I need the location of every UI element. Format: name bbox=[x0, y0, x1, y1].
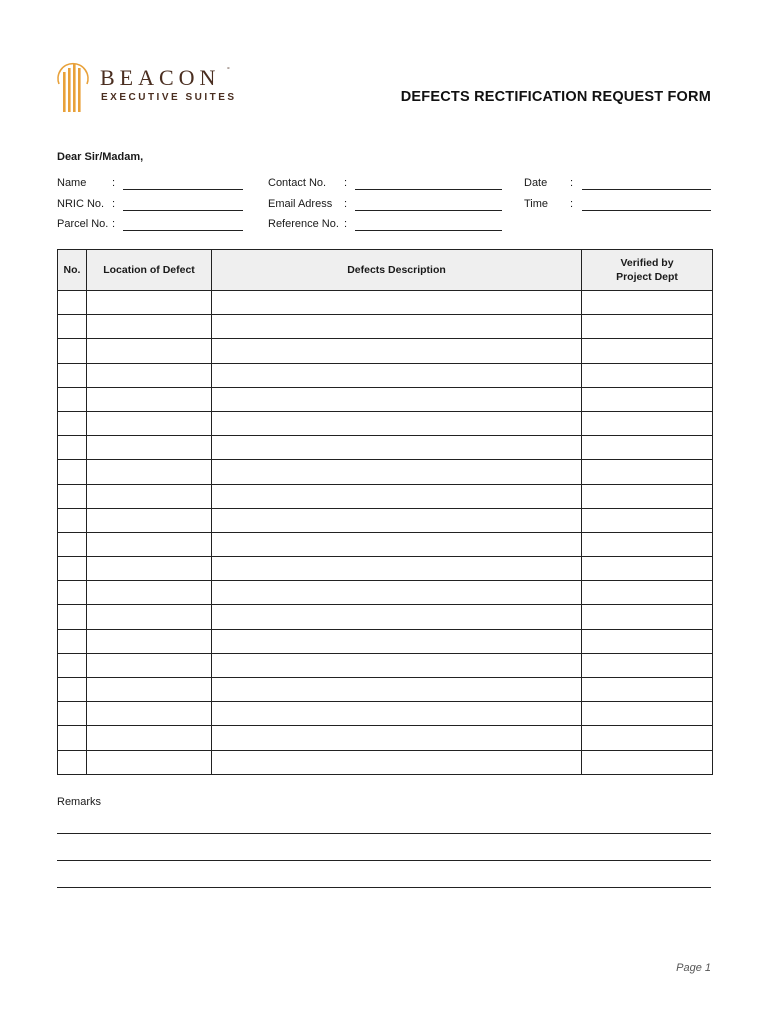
reference-label: Reference No. bbox=[268, 218, 339, 230]
cell-no[interactable] bbox=[58, 678, 87, 702]
cell-description[interactable] bbox=[212, 363, 582, 387]
table-header-row bbox=[58, 250, 713, 291]
cell-verified[interactable] bbox=[582, 557, 713, 581]
time-input-line[interactable] bbox=[582, 210, 711, 211]
cell-verified[interactable] bbox=[582, 387, 713, 411]
name-field bbox=[57, 177, 244, 191]
name-label: Name bbox=[57, 177, 87, 189]
nric-input-line[interactable] bbox=[123, 210, 243, 211]
nric-field bbox=[57, 198, 244, 212]
form-title: DEFECTS RECTIFICATION REQUEST FORM bbox=[400, 89, 711, 105]
table-row bbox=[58, 726, 713, 750]
cell-description[interactable] bbox=[212, 750, 582, 774]
email-label: Email Adress bbox=[268, 198, 333, 210]
table-row bbox=[58, 291, 713, 315]
defects-table bbox=[57, 249, 713, 775]
cell-no[interactable] bbox=[58, 339, 87, 363]
header-no: No. bbox=[58, 250, 87, 291]
parcel-input-line[interactable] bbox=[123, 230, 243, 231]
cell-location[interactable] bbox=[87, 315, 212, 339]
page-number: Page 1 bbox=[676, 962, 711, 974]
cell-verified[interactable] bbox=[582, 460, 713, 484]
table-row bbox=[58, 363, 713, 387]
cell-location[interactable] bbox=[87, 750, 212, 774]
cell-verified[interactable] bbox=[582, 484, 713, 508]
table-row bbox=[58, 557, 713, 581]
date-field bbox=[524, 177, 712, 191]
cell-description[interactable] bbox=[212, 678, 582, 702]
contact-colon: : bbox=[344, 177, 348, 189]
brand-name: BEACON bbox=[100, 65, 221, 90]
table-row bbox=[58, 532, 713, 556]
cell-location[interactable] bbox=[87, 363, 212, 387]
remark-line-1[interactable] bbox=[57, 833, 711, 834]
table-row bbox=[58, 387, 713, 411]
cell-description[interactable] bbox=[212, 387, 582, 411]
table-row bbox=[58, 339, 713, 363]
nric-label: NRIC No. bbox=[57, 198, 105, 210]
cell-no[interactable] bbox=[58, 581, 87, 605]
cell-no[interactable] bbox=[58, 411, 87, 435]
cell-location[interactable] bbox=[87, 532, 212, 556]
cell-verified[interactable] bbox=[582, 363, 713, 387]
cell-verified[interactable] bbox=[582, 605, 713, 629]
cell-no[interactable] bbox=[58, 363, 87, 387]
email-input-line[interactable] bbox=[355, 210, 502, 211]
cell-verified[interactable] bbox=[582, 702, 713, 726]
cell-no[interactable] bbox=[58, 484, 87, 508]
cell-location[interactable] bbox=[87, 678, 212, 702]
cell-description[interactable] bbox=[212, 411, 582, 435]
cell-no[interactable] bbox=[58, 460, 87, 484]
cell-no[interactable] bbox=[58, 726, 87, 750]
cell-description[interactable] bbox=[212, 726, 582, 750]
table-row bbox=[58, 484, 713, 508]
parcel-colon: : bbox=[112, 218, 116, 230]
cell-description[interactable] bbox=[212, 605, 582, 629]
table-row bbox=[58, 653, 713, 677]
salutation: Dear Sir/Madam, bbox=[57, 151, 144, 163]
cell-location[interactable] bbox=[87, 387, 212, 411]
cell-location[interactable] bbox=[87, 339, 212, 363]
cell-no[interactable] bbox=[58, 557, 87, 581]
cell-description[interactable] bbox=[212, 484, 582, 508]
cell-description[interactable] bbox=[212, 653, 582, 677]
table-row bbox=[58, 411, 713, 435]
cell-no[interactable] bbox=[58, 653, 87, 677]
cell-no[interactable] bbox=[58, 291, 87, 315]
cell-location[interactable] bbox=[87, 460, 212, 484]
cell-description[interactable] bbox=[212, 557, 582, 581]
cell-verified[interactable] bbox=[582, 750, 713, 774]
cell-location[interactable] bbox=[87, 411, 212, 435]
cell-location[interactable] bbox=[87, 702, 212, 726]
header-verified-line2: Project Dept bbox=[616, 271, 678, 283]
cell-no[interactable] bbox=[58, 532, 87, 556]
brand-tagline: EXECUTIVE SUITES bbox=[101, 92, 237, 103]
remarks-label: Remarks bbox=[57, 796, 102, 808]
table-row bbox=[58, 508, 713, 532]
time-label: Time bbox=[524, 198, 549, 210]
contact-label: Contact No. bbox=[268, 177, 327, 189]
cell-description[interactable] bbox=[212, 702, 582, 726]
cell-verified[interactable] bbox=[582, 291, 713, 315]
table-row bbox=[58, 460, 713, 484]
cell-description[interactable] bbox=[212, 532, 582, 556]
cell-location[interactable] bbox=[87, 605, 212, 629]
reference-colon: : bbox=[344, 218, 348, 230]
table-row bbox=[58, 702, 713, 726]
cell-verified[interactable] bbox=[582, 436, 713, 460]
table-row bbox=[58, 629, 713, 653]
email-colon: : bbox=[344, 198, 348, 210]
header-verified bbox=[582, 250, 713, 291]
cell-location[interactable] bbox=[87, 629, 212, 653]
cell-no[interactable] bbox=[58, 315, 87, 339]
cell-location[interactable] bbox=[87, 726, 212, 750]
cell-location[interactable] bbox=[87, 484, 212, 508]
cell-no[interactable] bbox=[58, 436, 87, 460]
cell-no[interactable] bbox=[58, 605, 87, 629]
brand-trademark: ° bbox=[227, 67, 230, 74]
name-colon: : bbox=[112, 177, 116, 189]
cell-verified[interactable] bbox=[582, 339, 713, 363]
cell-verified[interactable] bbox=[582, 315, 713, 339]
remark-line-3[interactable] bbox=[57, 887, 711, 888]
reference-input-line[interactable] bbox=[355, 230, 502, 231]
cell-verified[interactable] bbox=[582, 629, 713, 653]
cell-description[interactable] bbox=[212, 291, 582, 315]
cell-verified[interactable] bbox=[582, 726, 713, 750]
cell-verified[interactable] bbox=[582, 581, 713, 605]
cell-verified[interactable] bbox=[582, 411, 713, 435]
table-row bbox=[58, 581, 713, 605]
remark-line-2[interactable] bbox=[57, 860, 711, 861]
cell-description[interactable] bbox=[212, 460, 582, 484]
header-location: Location of Defect bbox=[87, 250, 212, 291]
time-field bbox=[524, 198, 712, 212]
email-field bbox=[268, 198, 503, 212]
table-row bbox=[58, 678, 713, 702]
cell-location[interactable] bbox=[87, 508, 212, 532]
cell-no[interactable] bbox=[58, 750, 87, 774]
parcel-field bbox=[57, 218, 244, 232]
reference-field bbox=[268, 218, 503, 232]
time-colon: : bbox=[570, 198, 574, 210]
cell-location[interactable] bbox=[87, 581, 212, 605]
cell-verified[interactable] bbox=[582, 532, 713, 556]
cell-location[interactable] bbox=[87, 291, 212, 315]
cell-description[interactable] bbox=[212, 629, 582, 653]
cell-description[interactable] bbox=[212, 339, 582, 363]
defects-table-body bbox=[58, 291, 713, 775]
date-label: Date bbox=[524, 177, 548, 189]
cell-description[interactable] bbox=[212, 315, 582, 339]
name-input-line[interactable] bbox=[123, 189, 243, 190]
cell-location[interactable] bbox=[87, 557, 212, 581]
date-input-line[interactable] bbox=[582, 189, 711, 190]
cell-description[interactable] bbox=[212, 508, 582, 532]
cell-no[interactable] bbox=[58, 702, 87, 726]
contact-input-line[interactable] bbox=[355, 189, 502, 190]
cell-no[interactable] bbox=[58, 508, 87, 532]
cell-verified[interactable] bbox=[582, 678, 713, 702]
company-logo bbox=[55, 62, 235, 114]
cell-verified[interactable] bbox=[582, 653, 713, 677]
table-row bbox=[58, 436, 713, 460]
cell-location[interactable] bbox=[87, 653, 212, 677]
table-row bbox=[58, 750, 713, 774]
cell-no[interactable] bbox=[58, 629, 87, 653]
parcel-label: Parcel No. bbox=[57, 218, 109, 230]
cell-verified[interactable] bbox=[582, 508, 713, 532]
nric-colon: : bbox=[112, 198, 116, 210]
header-verified-line1: Verified by bbox=[620, 257, 674, 269]
cell-description[interactable] bbox=[212, 436, 582, 460]
header-description: Defects Description bbox=[212, 250, 582, 291]
date-colon: : bbox=[570, 177, 574, 189]
contact-field bbox=[268, 177, 503, 191]
cell-no[interactable] bbox=[58, 387, 87, 411]
cell-location[interactable] bbox=[87, 436, 212, 460]
beacon-logo-icon bbox=[55, 62, 95, 114]
table-row bbox=[58, 315, 713, 339]
table-row bbox=[58, 605, 713, 629]
cell-description[interactable] bbox=[212, 581, 582, 605]
